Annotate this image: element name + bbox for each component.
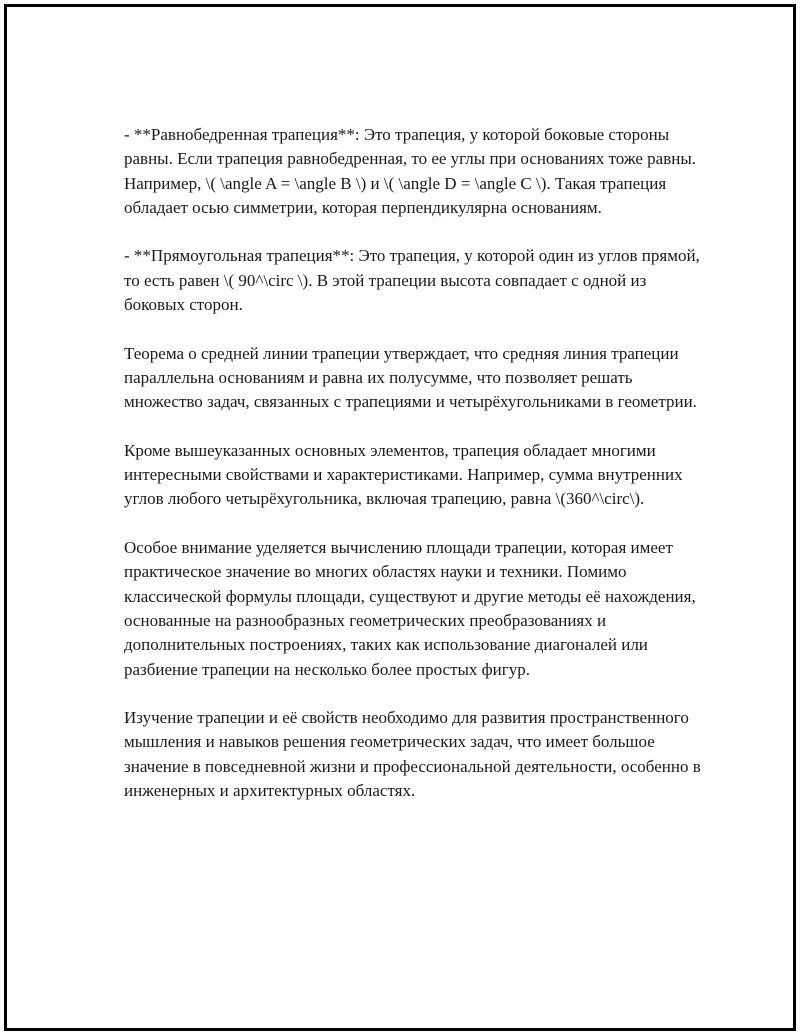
page-frame: [4, 4, 796, 1031]
paragraph-angle-sum: Кроме вышеуказанных основных элементов, трапеция обладает многими интересными свойствами и характеристиками. Например, сумма внутренних углов любого четырёхугольника, включая трапецию, равна \(360^\circ\).: [124, 440, 683, 509]
paragraph-conclusion: Изучение трапеции и её свойств необходимо для развития пространственного мышления и навыков решения геометрических задач, что имеет большое значение в повседневной жизни и профессиональной деятельности, особенно в инженерных и архитектурных областях.: [124, 708, 701, 801]
paragraph-isosceles-trapezoid: - **Равнобедренная трапеция**: Это трапеция, у которой боковые стороны равны. Если трапеция равнобедренная, то ее углы при основаниях тоже равны. Например, \( \angle A = \angle B \) и \( \angle D = \angle C \). Такая трапеция обладает осью симметрии, которая перпендикулярна основаниям.: [124, 125, 697, 217]
paragraph-midline-theorem: Теорема о средней линии трапеции утверждает, что средняя линия трапеции параллельна основаниям и равна их полусумме, что позволяет решать множество задач, связанных с трапециями и четырёхугольниками в геометрии.: [124, 343, 697, 412]
paragraph-right-trapezoid: - **Прямоугольная трапеция**: Это трапеция, у которой один из углов прямой, то есть равен \( 90^\circ \). В этой трапеции высота совпадает с одной из боковых сторон.: [124, 246, 700, 315]
paragraph-area: Особое внимание уделяется вычислению площади трапеции, которая имеет практическое значение во многих областях науки и техники. Помимо классической формулы площади, существуют и другие методы её нахождения, основанные на разнообразных геометрических преобразованиях и дополнительных построениях, таких как использование диагоналей или разбиение трапеции на несколько более простых фигур.: [124, 538, 696, 679]
document-body: [124, 123, 704, 803]
